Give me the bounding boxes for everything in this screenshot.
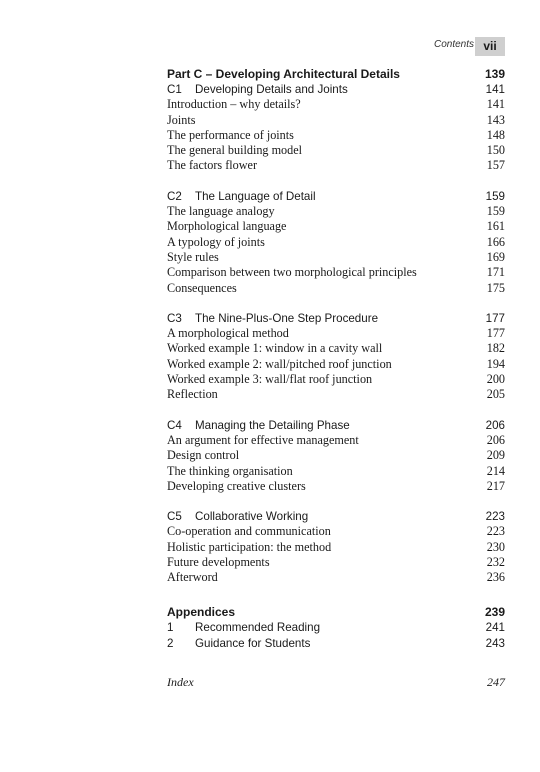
part-title: Part C – Developing Architectural Details bbox=[167, 67, 400, 81]
entry-title: Reflection bbox=[167, 387, 218, 402]
toc-entry bbox=[167, 433, 505, 448]
entry-page: 150 bbox=[486, 143, 505, 158]
chapter-label bbox=[167, 189, 316, 204]
entry-page: 169 bbox=[486, 249, 505, 264]
entry-title: Introduction – why details? bbox=[167, 97, 301, 112]
chapter-page: 159 bbox=[485, 189, 505, 203]
chapter-label bbox=[167, 509, 308, 524]
toc-entry bbox=[167, 326, 505, 341]
toc-entry bbox=[167, 235, 505, 250]
toc-entry bbox=[167, 128, 505, 143]
toc-entry bbox=[167, 158, 505, 173]
appendix-page: 241 bbox=[485, 620, 505, 634]
appendix-page: 243 bbox=[485, 636, 505, 650]
chapter-title: The Language of Detail bbox=[195, 189, 316, 203]
entry-page: 232 bbox=[486, 555, 505, 570]
toc-entry bbox=[167, 387, 505, 402]
entry-title: Morphological language bbox=[167, 219, 287, 234]
entry-title: Worked example 3: wall/flat roof junction bbox=[167, 372, 373, 387]
appendix-title: Recommended Reading bbox=[195, 620, 321, 634]
entry-title: Worked example 2: wall/pitched roof junction bbox=[167, 356, 392, 371]
entry-title: Holistic participation: the method bbox=[167, 539, 332, 554]
entry-title: Afterword bbox=[167, 570, 218, 585]
entry-page: 194 bbox=[486, 356, 505, 371]
page-header bbox=[0, 37, 540, 57]
entry-page: 141 bbox=[486, 97, 505, 112]
toc-entry bbox=[167, 143, 505, 158]
chapter-page: 206 bbox=[485, 418, 505, 432]
chapter-heading bbox=[167, 311, 505, 326]
entry-page: 214 bbox=[486, 463, 505, 478]
entry-title: A typology of joints bbox=[167, 234, 265, 249]
entry-page: 200 bbox=[486, 372, 505, 387]
chapter-label bbox=[167, 311, 378, 326]
chapter-heading bbox=[167, 509, 505, 524]
entry-page: 230 bbox=[486, 539, 505, 554]
entry-title: Consequences bbox=[167, 280, 237, 295]
toc-entry bbox=[167, 372, 505, 387]
toc-entry bbox=[167, 265, 505, 280]
entry-page: 217 bbox=[486, 478, 505, 493]
toc-entry bbox=[167, 113, 505, 128]
toc-entry bbox=[167, 464, 505, 479]
toc-entry bbox=[167, 357, 505, 372]
chapter-title: The Nine-Plus-One Step Procedure bbox=[195, 311, 379, 325]
toc-entry bbox=[167, 97, 505, 112]
toc-entry bbox=[167, 219, 505, 234]
chapter-number: C2 bbox=[167, 189, 182, 203]
index-entry bbox=[167, 675, 505, 690]
toc-entry bbox=[167, 479, 505, 494]
chapter-label bbox=[167, 418, 350, 433]
entry-title: Future developments bbox=[167, 555, 270, 570]
entry-title: An argument for effective management bbox=[167, 432, 359, 447]
entry-page: 161 bbox=[486, 219, 505, 234]
toc-entry bbox=[167, 341, 505, 356]
chapter-heading bbox=[167, 189, 505, 204]
entry-page: 177 bbox=[486, 326, 505, 341]
entry-title: The thinking organisation bbox=[167, 463, 293, 478]
entry-page: 175 bbox=[486, 280, 505, 295]
entry-title: A morphological method bbox=[167, 326, 289, 341]
entry-page: 223 bbox=[486, 524, 505, 539]
part-page: 139 bbox=[484, 67, 505, 81]
entry-page: 166 bbox=[486, 234, 505, 249]
chapter-title: Managing the Detailing Phase bbox=[195, 418, 350, 432]
entry-page: 143 bbox=[486, 112, 505, 127]
appendix-item bbox=[167, 620, 505, 636]
appendix-item bbox=[167, 636, 505, 652]
appendix-list bbox=[167, 620, 505, 652]
entry-title: Style rules bbox=[167, 249, 219, 264]
appendix-label bbox=[167, 636, 310, 652]
entry-title: Design control bbox=[167, 448, 240, 463]
toc-entry bbox=[167, 281, 505, 296]
entry-title: Joints bbox=[167, 112, 196, 127]
chapter-number: C1 bbox=[167, 83, 182, 96]
chapter-number: C5 bbox=[167, 510, 182, 524]
chapter-heading bbox=[167, 418, 505, 433]
entry-page: 206 bbox=[486, 432, 505, 447]
entry-title: The factors flower bbox=[167, 158, 258, 173]
chapter-number: C3 bbox=[167, 311, 182, 325]
entry-title: The general building model bbox=[167, 143, 303, 158]
appendices-page: 239 bbox=[484, 604, 505, 619]
entry-page: 182 bbox=[486, 341, 505, 356]
chapter-page: 223 bbox=[485, 510, 505, 524]
appendices-heading bbox=[167, 604, 505, 620]
toc-entry bbox=[167, 540, 505, 555]
part-heading bbox=[167, 66, 505, 82]
entry-title: The performance of joints bbox=[167, 127, 294, 142]
chapter-title: Developing Details and Joints bbox=[195, 83, 348, 96]
index-page: 247 bbox=[487, 675, 505, 689]
toc-entry bbox=[167, 570, 505, 585]
page-number: vii bbox=[475, 37, 505, 56]
appendix-number: 1 bbox=[167, 620, 174, 634]
chapter-page: 177 bbox=[485, 311, 505, 325]
entry-page: 171 bbox=[486, 265, 505, 280]
entry-title: Co-operation and communication bbox=[167, 524, 331, 539]
entry-page: 236 bbox=[486, 570, 505, 585]
appendix-title: Guidance for Students bbox=[195, 636, 311, 650]
toc-entry bbox=[167, 204, 505, 219]
entry-page: 209 bbox=[486, 448, 505, 463]
appendix-number: 2 bbox=[167, 636, 174, 650]
chapter-label bbox=[167, 82, 348, 97]
toc-entry bbox=[167, 555, 505, 570]
appendix-label bbox=[167, 620, 320, 636]
toc-entry bbox=[167, 448, 505, 463]
toc-entry bbox=[167, 250, 505, 265]
toc-entry bbox=[167, 524, 505, 539]
entry-title: The language analogy bbox=[167, 204, 275, 219]
table-of-contents bbox=[167, 66, 505, 652]
entry-title: Worked example 1: window in a cavity wall bbox=[167, 341, 383, 356]
chapter-number: C4 bbox=[167, 418, 182, 432]
entry-page: 148 bbox=[486, 127, 505, 142]
chapter-page: 141 bbox=[485, 83, 505, 96]
entry-page: 157 bbox=[486, 158, 505, 173]
appendices-title: Appendices bbox=[167, 604, 236, 619]
chapter-list bbox=[167, 82, 505, 586]
entry-title: Developing creative clusters bbox=[167, 478, 306, 493]
entry-title: Comparison between two morphological principles bbox=[167, 265, 417, 280]
entry-page: 159 bbox=[486, 204, 505, 219]
chapter-title: Collaborative Working bbox=[195, 510, 309, 524]
chapter-heading bbox=[167, 82, 505, 97]
entry-page: 205 bbox=[486, 387, 505, 402]
running-head: Contents bbox=[433, 39, 474, 50]
index-title: Index bbox=[167, 675, 194, 689]
